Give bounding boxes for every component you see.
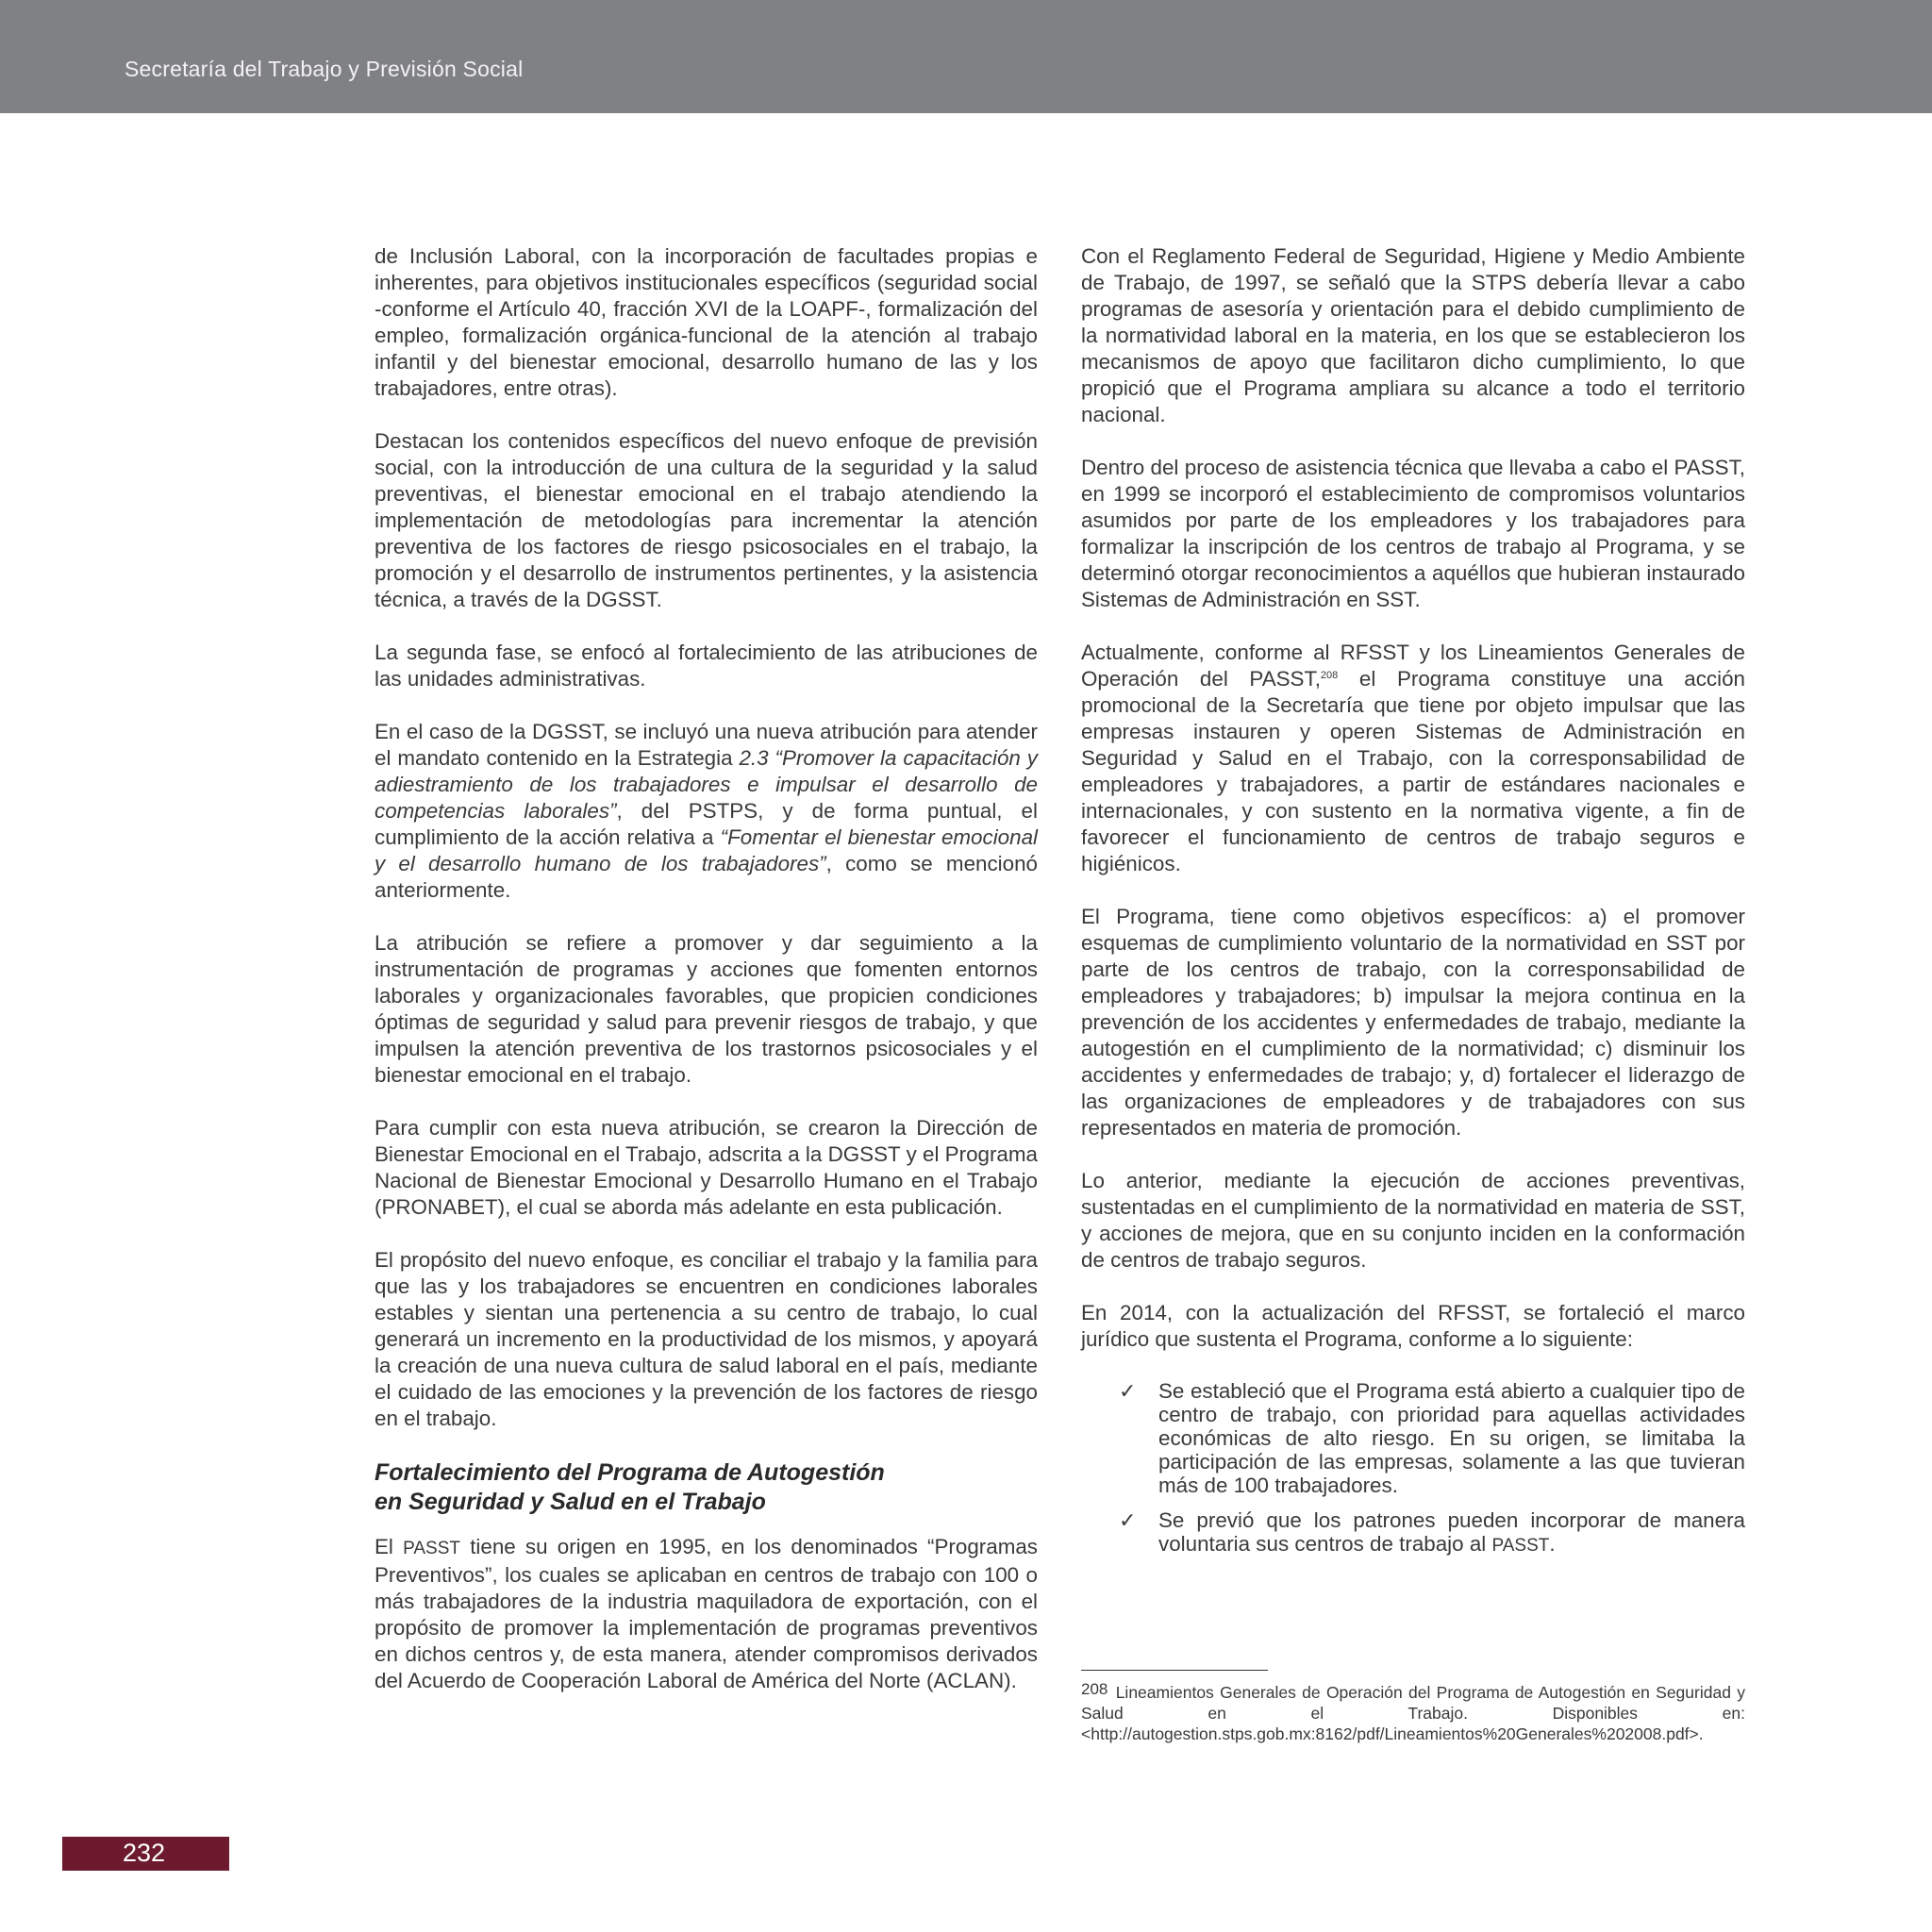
page-header [0, 0, 1932, 113]
paragraph: El propósito del nuevo enfoque, es conciliar el trabajo y la familia para que las y los trabajadores se encuentren en condiciones laborales estables y sientan una pertenencia a su centro de trabajo, lo cual generará un incremento en la productividad de los mismos, y apoyará la creación de una nueva cultura de salud laboral en el país, mediante el cuidado de las emociones y la prevención de los factores de riesgo en el trabajo. [375, 1248, 1038, 1430]
paragraph [375, 719, 1038, 904]
right-column [1081, 243, 1745, 1569]
checkmark-icon: ✓ [1119, 1508, 1137, 1532]
list-item-text: Se estableció que el Programa está abierto a cualquier tipo de centro de trabajo, con prioridad para aquellas actividades económicas de alto riesgo. En su origen, se limitaba la participación de las empresas, solamente a las que tuvieran más de 100 trabajadores. [1158, 1379, 1745, 1497]
page-number: 232 [123, 1839, 166, 1867]
paragraph: El Programa, tiene como objetivos específicos: a) el promover esquemas de cumplimiento voluntario de la normatividad en SST por parte de los centros de trabajo, con la corresponsabilidad de empleadores y trabajadores; b) impulsar la mejora continua en la prevención de los accidentes y enfermedades de trabajo, mediante la autogestión en el cumplimiento de la normatividad; c) disminuir los accidentes y enfermedades de trabajo; y, d) fortalecer el liderazgo de las organizaciones de empleadores y de trabajadores con sus representados en materia de promoción. [1081, 905, 1745, 1140]
text-run: En el caso de la DGSST, se incluyó una nueva atribución para atender el mandato contenido en la Estrategia [375, 720, 1038, 770]
list-item [1119, 1379, 1745, 1497]
heading-line: Fortalecimiento del Programa de Autogestión [375, 1459, 885, 1486]
text-run: Se previó que los patrones pueden incorporar de manera voluntaria sus centros de trabajo al [1158, 1508, 1745, 1556]
footnote [1081, 1679, 1745, 1744]
bullet-list [1119, 1379, 1745, 1557]
footnote-number: 208 [1081, 1680, 1108, 1698]
paragraph: La segunda fase, se enfocó al fortalecimiento de las atribuciones de las unidades administrativas. [375, 641, 1038, 691]
text-run: tiene su origen en 1995, en los denominados “Programas Preventivos”, los cuales se aplicaban en centros de trabajo con 100 o más trabajadores de la industria maquiladora de exportación, con el propósito de promover la implementación de programas preventivos en dichos centros y, de esta manera, atender compromisos derivados del Acuerdo de Cooperación Laboral de América del Norte (ACLAN). [375, 1535, 1039, 1692]
text-run: , como se mencionó anteriormente. [375, 852, 1039, 902]
header-title: Secretaría del Trabajo y Previsión Social [125, 57, 524, 81]
paragraph: Para cumplir con esta nueva atribución, se crearon la Dirección de Bienestar Emocional en el Trabajo, adscrita a la DGSST y el Programa Nacional de Bienestar Emocional y Desarrollo Humano en el Trabajo (PRONABET), el cual se aborda más adelante en esta publicación. [375, 1116, 1038, 1219]
paragraph: de Inclusión Laboral, con la incorporación de facultades propias e inherentes, para objetivos institucionales específicos (seguridad social -conforme el Artículo 40, fracción XVI de la LOAPF-, formalización del empleo, formalización orgánica-funcional de la atención al trabajo infantil y del bienestar emocional, desarrollo humano de las y los trabajadores, entre otras). [375, 244, 1038, 400]
acronym: PASST [403, 1539, 460, 1558]
footnote-divider [1081, 1670, 1268, 1671]
italic-quote: 2.3 “Promover la capacitación y adiestramiento de los trabajadores e impulsar el desarrollo de competencias laborales” [375, 746, 1038, 823]
paragraph: Con el Reglamento Federal de Seguridad, Higiene y Medio Ambiente de Trabajo, de 1997, se señaló que la STPS debería llevar a cabo programas de asesoría y orientación para el debido cumplimiento de la normatividad laboral en la materia, en los que se establecieron los mecanismos de apoyo que facilitaron dicho cumplimiento, lo que propició que el Programa ampliara su alcance a todo el territorio nacional. [1081, 244, 1745, 426]
italic-quote: “Fomentar el bienestar emocional y el desarrollo humano de los trabajadores” [375, 825, 1039, 875]
paragraph [1081, 640, 1745, 877]
left-column [375, 243, 1038, 1721]
paragraph: En 2014, con la actualización del RFSST, se fortaleció el marco jurídico que sustenta el Programa, conforme a lo siguiente: [1081, 1301, 1745, 1351]
text-run: El [375, 1535, 404, 1558]
footnote-reference[interactable]: 208 [1320, 670, 1339, 681]
text-run: . [1549, 1532, 1556, 1556]
list-item [1119, 1508, 1745, 1557]
acronym: PASST [1491, 1536, 1550, 1556]
heading-line: en Seguridad y Salud en el Trabajo [375, 1489, 766, 1515]
section-heading [375, 1458, 1038, 1517]
list-item-text [1158, 1508, 1745, 1556]
text-run: Actualmente, conforme al RFSST y los Lineamientos Generales de Operación del PASST, [1081, 641, 1745, 691]
paragraph: Dentro del proceso de asistencia técnica que llevaba a cabo el PASST, en 1999 se incorporó el establecimiento de compromisos voluntarios asumidos por parte de los empleadores y los trabajadores para formalizar la inscripción de los centros de trabajo al Programa, y se determinó otorgar reconocimientos a aquéllos que hubieran instaurado Sistemas de Administración en SST. [1081, 456, 1745, 611]
paragraph: La atribución se refiere a promover y dar seguimiento a la instrumentación de programas y acciones que fomenten entornos laborales y organizacionales favorables, que propicien condiciones óptimas de seguridad y salud para prevenir riesgos de trabajo, y que impulsen la atención preventiva de los trastornos psicosociales y el bienestar emocional en el trabajo. [375, 931, 1038, 1087]
text-run: el Programa constituye una acción promocional de la Secretaría que tiene por objeto impulsar que las empresas instauren y operen Sistemas de Administración en Seguridad y Salud en el Trabajo, con la corresponsabilidad de empleadores y trabajadores, a partir de estándares nacionales e internacionales, y con sustento en la normativa vigente, a fin de favorecer el funcionamiento de centros de trabajo seguros e higiénicos. [1081, 667, 1746, 875]
page-number-badge [62, 1837, 229, 1871]
text-run: , del PSTPS, y de forma puntual, el cumplimiento de la acción relativa a [375, 799, 1038, 849]
footnote-text: Lineamientos Generales de Operación del Programa de Autogestión en Seguridad y Salud en el Trabajo. Disponibles en: <http://autogestion.stps.gob.mx:8162/pdf/Lineamientos%20Generales%202008.pdf>. [1081, 1683, 1746, 1743]
paragraph: Lo anterior, mediante la ejecución de acciones preventivas, sustentadas en el cumplimiento de la normatividad en materia de SST, y acciones de mejora, que en su conjunto inciden en la conformación de centros de trabajo seguros. [1081, 1169, 1745, 1272]
paragraph [375, 1534, 1038, 1694]
paragraph: Destacan los contenidos específicos del nuevo enfoque de previsión social, con la introducción de una cultura de la seguridad y la salud preventivas, el bienestar emocional en el trabajo atendiendo la implementación de metodologías para incrementar la atención preventiva de los factores de riesgo psicosociales en el trabajo, la promoción y el desarrollo de instrumentos pertinentes, y la asistencia técnica, a través de la DGSST. [375, 429, 1038, 611]
checkmark-icon: ✓ [1119, 1379, 1137, 1403]
